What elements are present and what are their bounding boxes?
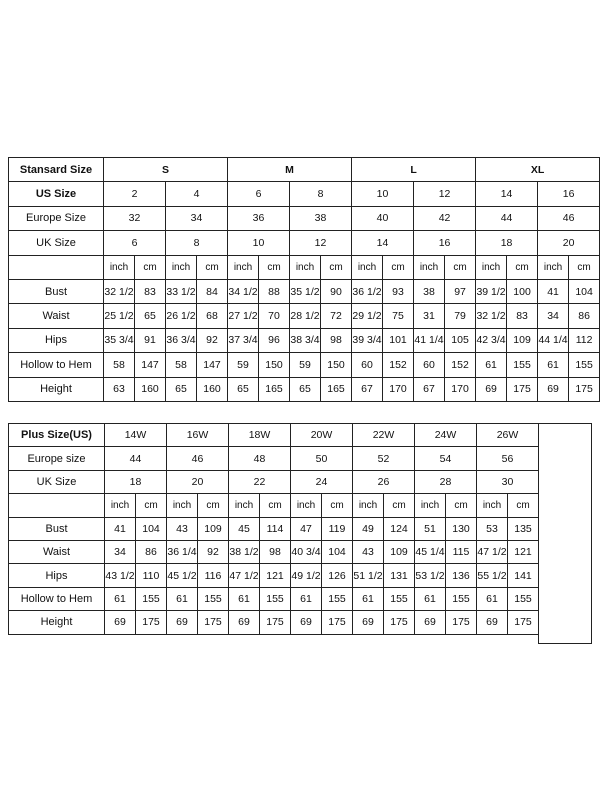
value-inch: 29 1/2: [352, 304, 383, 328]
size-value: 22W: [353, 424, 415, 447]
value-inch: 45 1/4: [415, 540, 446, 563]
measurement-label: Waist: [9, 304, 104, 328]
size-value: 14W: [105, 424, 167, 447]
size-value: 18W: [229, 424, 291, 447]
value-inch: 26 1/2: [166, 304, 197, 328]
value-cm: 109: [198, 517, 229, 540]
value-inch: 69: [229, 611, 260, 634]
value-cm: 170: [445, 377, 476, 401]
measurement-row: [9, 377, 600, 401]
unit-cm: cm: [321, 255, 352, 279]
size-value: 22: [229, 470, 291, 493]
value-cm: 175: [260, 611, 291, 634]
value-cm: 96: [259, 328, 290, 352]
measurement-row: [9, 540, 539, 563]
value-inch: 38: [414, 279, 445, 303]
size-value: 8: [166, 231, 228, 255]
value-inch: 43: [167, 517, 198, 540]
value-cm: 72: [321, 304, 352, 328]
value-inch: 65: [290, 377, 321, 401]
value-cm: 68: [197, 304, 228, 328]
size-value: 16: [538, 182, 600, 206]
unit-inch: inch: [415, 494, 446, 517]
size-value: 14: [352, 231, 414, 255]
value-cm: 175: [198, 611, 229, 634]
value-cm: 86: [136, 540, 167, 563]
value-inch: 65: [228, 377, 259, 401]
size-value: 12: [414, 182, 476, 206]
value-inch: 38 1/2: [229, 540, 260, 563]
plus-measurement-rows: [9, 517, 539, 634]
size-value: 20: [538, 231, 600, 255]
unit-cm: cm: [384, 494, 415, 517]
value-inch: 42 3/4: [476, 328, 507, 352]
value-cm: 136: [446, 564, 477, 587]
blank-cell: [9, 255, 104, 279]
value-inch: 69: [477, 611, 508, 634]
measurement-row: [9, 304, 600, 328]
value-cm: 86: [569, 304, 600, 328]
value-inch: 36 1/2: [352, 279, 383, 303]
value-cm: 147: [197, 353, 228, 377]
unit-cm: cm: [507, 255, 538, 279]
value-inch: 60: [352, 353, 383, 377]
europe-size-label: Europe Size: [9, 206, 104, 230]
measurement-label: Hips: [9, 328, 104, 352]
unit-inch: inch: [353, 494, 384, 517]
size-value: 14: [476, 182, 538, 206]
value-cm: 104: [136, 517, 167, 540]
europe-size-label: Europe size: [9, 447, 105, 470]
value-inch: 36 1/4: [167, 540, 198, 563]
unit-inch: inch: [352, 255, 383, 279]
unit-inch: inch: [228, 255, 259, 279]
value-inch: 34: [105, 540, 136, 563]
unit-inch: inch: [166, 255, 197, 279]
value-inch: 61: [538, 353, 569, 377]
value-inch: 69: [353, 611, 384, 634]
size-value: 32: [104, 206, 166, 230]
value-cm: 83: [135, 279, 166, 303]
size-value: 18: [476, 231, 538, 255]
measurement-row: [9, 517, 539, 540]
size-value: 26W: [477, 424, 539, 447]
measurement-label: Bust: [9, 279, 104, 303]
measurement-label: Height: [9, 611, 105, 634]
value-cm: 119: [322, 517, 353, 540]
value-inch: 55 1/2: [477, 564, 508, 587]
value-inch: 28 1/2: [290, 304, 321, 328]
measurement-row: [9, 353, 600, 377]
size-value: 10: [228, 231, 290, 255]
value-cm: 90: [321, 279, 352, 303]
value-inch: 41: [105, 517, 136, 540]
value-cm: 92: [197, 328, 228, 352]
value-inch: 49 1/2: [291, 564, 322, 587]
measurement-label: Hips: [9, 564, 105, 587]
value-cm: 105: [445, 328, 476, 352]
value-inch: 27 1/2: [228, 304, 259, 328]
value-cm: 155: [260, 587, 291, 610]
value-cm: 124: [384, 517, 415, 540]
value-cm: 135: [508, 517, 539, 540]
value-cm: 160: [197, 377, 228, 401]
value-inch: 59: [228, 353, 259, 377]
value-cm: 147: [135, 353, 166, 377]
unit-cm: cm: [136, 494, 167, 517]
size-group: S: [104, 158, 228, 182]
value-inch: 53 1/2: [415, 564, 446, 587]
size-value: 10: [352, 182, 414, 206]
value-cm: 165: [259, 377, 290, 401]
measurement-label: Hollow to Hem: [9, 587, 105, 610]
value-inch: 31: [414, 304, 445, 328]
unit-cm: cm: [197, 255, 228, 279]
size-value: 56: [477, 447, 539, 470]
measurement-label: Hollow to Hem: [9, 353, 104, 377]
size-value: 40: [352, 206, 414, 230]
value-cm: 155: [569, 353, 600, 377]
value-inch: 63: [104, 377, 135, 401]
value-inch: 51 1/2: [353, 564, 384, 587]
value-cm: 91: [135, 328, 166, 352]
value-cm: 109: [507, 328, 538, 352]
unit-cm: cm: [508, 494, 539, 517]
size-value: 54: [415, 447, 477, 470]
size-value: 24W: [415, 424, 477, 447]
unit-inch: inch: [105, 494, 136, 517]
value-inch: 61: [477, 587, 508, 610]
value-inch: 65: [166, 377, 197, 401]
value-cm: 97: [445, 279, 476, 303]
size-value: 6: [104, 231, 166, 255]
size-value: 6: [228, 182, 290, 206]
value-inch: 58: [166, 353, 197, 377]
size-value: 24: [291, 470, 353, 493]
size-value: 2: [104, 182, 166, 206]
measurement-row: [9, 587, 539, 610]
value-inch: 69: [291, 611, 322, 634]
value-cm: 84: [197, 279, 228, 303]
size-value: 18: [105, 470, 167, 493]
value-cm: 115: [446, 540, 477, 563]
value-inch: 45 1/2: [167, 564, 198, 587]
value-cm: 155: [508, 587, 539, 610]
value-cm: 175: [446, 611, 477, 634]
uk-size-label: UK Size: [9, 231, 104, 255]
size-value: 30: [477, 470, 539, 493]
plus-size-table: [8, 423, 539, 635]
size-value: 50: [291, 447, 353, 470]
value-inch: 60: [414, 353, 445, 377]
value-cm: 70: [259, 304, 290, 328]
size-value: 28: [415, 470, 477, 493]
unit-cm: cm: [198, 494, 229, 517]
value-cm: 175: [508, 611, 539, 634]
value-cm: 155: [507, 353, 538, 377]
plus-us-size-row: [9, 424, 539, 447]
size-value: 12: [290, 231, 352, 255]
value-cm: 114: [260, 517, 291, 540]
size-value: 44: [476, 206, 538, 230]
unit-cm: cm: [383, 255, 414, 279]
value-inch: 61: [229, 587, 260, 610]
unit-cm: cm: [322, 494, 353, 517]
europe-size-row: [9, 206, 600, 230]
value-cm: 152: [445, 353, 476, 377]
value-inch: 49: [353, 517, 384, 540]
value-cm: 165: [321, 377, 352, 401]
value-cm: 155: [384, 587, 415, 610]
value-cm: 175: [322, 611, 353, 634]
unit-cm: cm: [445, 255, 476, 279]
unit-inch: inch: [477, 494, 508, 517]
value-cm: 109: [384, 540, 415, 563]
size-value: 52: [353, 447, 415, 470]
plus-europe-size-row: [9, 447, 539, 470]
value-inch: 61: [415, 587, 446, 610]
value-cm: 150: [259, 353, 290, 377]
value-cm: 79: [445, 304, 476, 328]
value-inch: 69: [167, 611, 198, 634]
value-inch: 47 1/2: [477, 540, 508, 563]
value-inch: 61: [291, 587, 322, 610]
value-cm: 152: [383, 353, 414, 377]
measurement-row: [9, 328, 600, 352]
value-cm: 110: [136, 564, 167, 587]
size-group: L: [352, 158, 476, 182]
unit-inch: inch: [538, 255, 569, 279]
size-value: 4: [166, 182, 228, 206]
value-inch: 47 1/2: [229, 564, 260, 587]
value-cm: 150: [321, 353, 352, 377]
unit-cm: cm: [569, 255, 600, 279]
standard-size-table: [8, 157, 600, 402]
size-value: 38: [290, 206, 352, 230]
value-inch: 61: [167, 587, 198, 610]
value-cm: 175: [384, 611, 415, 634]
unit-inch: inch: [291, 494, 322, 517]
value-cm: 101: [383, 328, 414, 352]
value-cm: 104: [569, 279, 600, 303]
value-inch: 67: [414, 377, 445, 401]
value-inch: 51: [415, 517, 446, 540]
unit-cm: cm: [260, 494, 291, 517]
value-inch: 25 1/2: [104, 304, 135, 328]
value-cm: 170: [383, 377, 414, 401]
value-inch: 35 1/2: [290, 279, 321, 303]
unit-cm: cm: [446, 494, 477, 517]
value-cm: 155: [322, 587, 353, 610]
value-inch: 61: [476, 353, 507, 377]
value-cm: 141: [508, 564, 539, 587]
value-cm: 104: [322, 540, 353, 563]
value-cm: 121: [260, 564, 291, 587]
value-cm: 75: [383, 304, 414, 328]
size-value: 46: [538, 206, 600, 230]
value-inch: 35 3/4: [104, 328, 135, 352]
us-size-row: [9, 182, 600, 206]
value-cm: 98: [321, 328, 352, 352]
value-inch: 67: [352, 377, 383, 401]
unit-cm: cm: [135, 255, 166, 279]
size-value: 26: [353, 470, 415, 493]
size-group: XL: [476, 158, 600, 182]
value-inch: 34 1/2: [228, 279, 259, 303]
unit-inch: inch: [229, 494, 260, 517]
value-inch: 69: [105, 611, 136, 634]
value-inch: 41 1/4: [414, 328, 445, 352]
size-value: 44: [105, 447, 167, 470]
unit-inch: inch: [414, 255, 445, 279]
value-cm: 92: [198, 540, 229, 563]
value-inch: 69: [415, 611, 446, 634]
value-cm: 116: [198, 564, 229, 587]
unit-row: [9, 255, 600, 279]
measurement-label: Bust: [9, 517, 105, 540]
value-cm: 160: [135, 377, 166, 401]
value-cm: 131: [384, 564, 415, 587]
value-inch: 40 3/4: [291, 540, 322, 563]
plus-title: Plus Size(US): [9, 424, 105, 447]
value-inch: 43 1/2: [105, 564, 136, 587]
plus-uk-size-row: [9, 470, 539, 493]
value-inch: 41: [538, 279, 569, 303]
value-inch: 36 3/4: [166, 328, 197, 352]
measurement-label: Height: [9, 377, 104, 401]
value-inch: 44 1/4: [538, 328, 569, 352]
value-cm: 65: [135, 304, 166, 328]
value-inch: 47: [291, 517, 322, 540]
value-cm: 130: [446, 517, 477, 540]
measurement-row: [9, 279, 600, 303]
measurement-row: [9, 611, 539, 634]
value-cm: 175: [136, 611, 167, 634]
measurement-label: Waist: [9, 540, 105, 563]
value-inch: 37 3/4: [228, 328, 259, 352]
value-inch: 32 1/2: [476, 304, 507, 328]
value-inch: 45: [229, 517, 260, 540]
value-inch: 38 3/4: [290, 328, 321, 352]
value-cm: 83: [507, 304, 538, 328]
value-inch: 33 1/2: [166, 279, 197, 303]
value-cm: 100: [507, 279, 538, 303]
value-inch: 69: [538, 377, 569, 401]
uk-size-row: [9, 231, 600, 255]
unit-cm: cm: [259, 255, 290, 279]
unit-inch: inch: [104, 255, 135, 279]
measurement-row: [9, 564, 539, 587]
size-value: 20: [167, 470, 229, 493]
size-value: 20W: [291, 424, 353, 447]
unit-inch: inch: [167, 494, 198, 517]
size-value: 46: [167, 447, 229, 470]
unit-inch: inch: [290, 255, 321, 279]
size-value: 48: [229, 447, 291, 470]
size-value: 16W: [167, 424, 229, 447]
unit-row: [9, 494, 539, 517]
unit-inch: inch: [476, 255, 507, 279]
value-cm: 93: [383, 279, 414, 303]
value-cm: 175: [507, 377, 538, 401]
size-value: 34: [166, 206, 228, 230]
value-inch: 32 1/2: [104, 279, 135, 303]
value-cm: 175: [569, 377, 600, 401]
value-inch: 61: [353, 587, 384, 610]
value-cm: 155: [446, 587, 477, 610]
value-cm: 121: [508, 540, 539, 563]
value-cm: 112: [569, 328, 600, 352]
value-inch: 43: [353, 540, 384, 563]
size-value: 36: [228, 206, 290, 230]
us-size-label: US Size: [9, 182, 104, 206]
size-group-row: [9, 158, 600, 182]
value-cm: 88: [259, 279, 290, 303]
value-inch: 39 1/2: [476, 279, 507, 303]
standard-measurement-rows: [9, 279, 600, 401]
value-inch: 59: [290, 353, 321, 377]
size-value: 42: [414, 206, 476, 230]
value-cm: 155: [198, 587, 229, 610]
uk-size-label: UK Size: [9, 470, 105, 493]
value-cm: 155: [136, 587, 167, 610]
plus-table-empty-area: [538, 423, 592, 644]
value-inch: 61: [105, 587, 136, 610]
blank-cell: [9, 494, 105, 517]
size-group: M: [228, 158, 352, 182]
size-value: 8: [290, 182, 352, 206]
value-inch: 34: [538, 304, 569, 328]
value-cm: 98: [260, 540, 291, 563]
standard-title: Stansard Size: [9, 158, 104, 182]
size-value: 16: [414, 231, 476, 255]
value-inch: 58: [104, 353, 135, 377]
value-inch: 39 3/4: [352, 328, 383, 352]
value-inch: 53: [477, 517, 508, 540]
value-cm: 126: [322, 564, 353, 587]
value-inch: 69: [476, 377, 507, 401]
